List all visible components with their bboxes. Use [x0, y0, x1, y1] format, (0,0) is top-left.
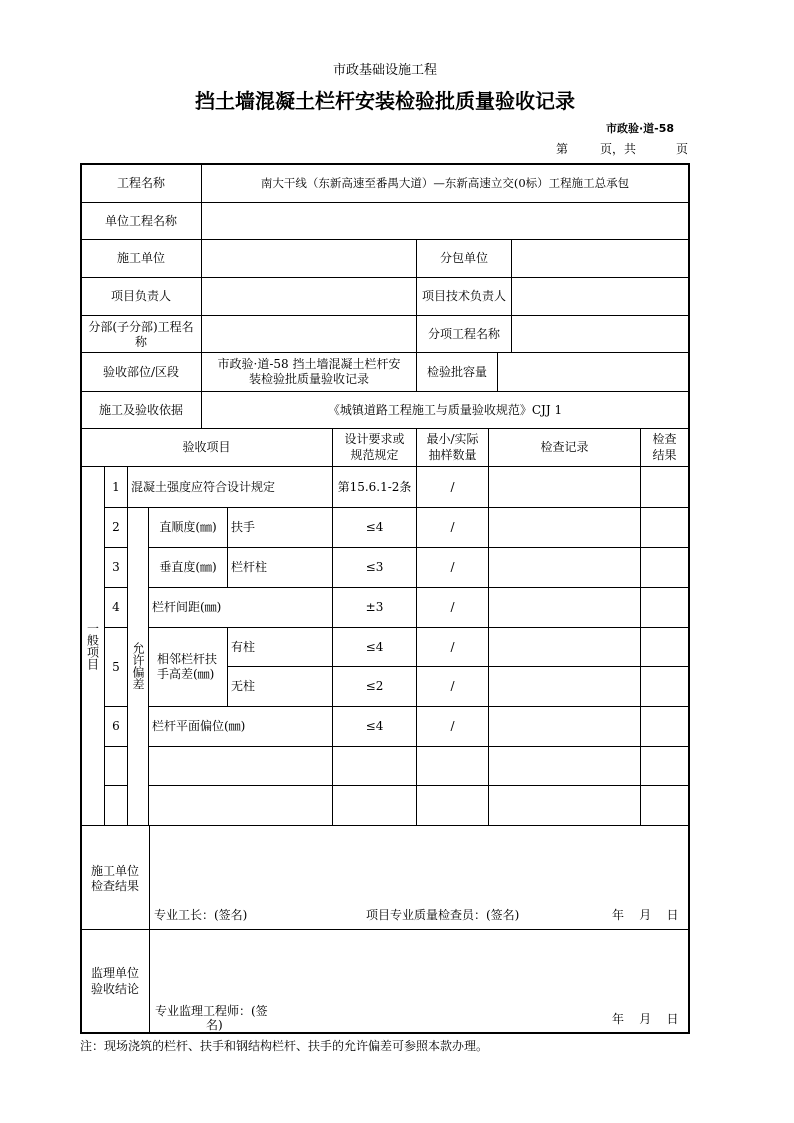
construction-check-label-line1: 施工单位	[90, 864, 139, 878]
construction-unit-label: 施工单位	[116, 251, 165, 265]
header-requirement-line2: 规范规定	[350, 448, 399, 462]
row-3-name: 垂直度(㎜)	[159, 560, 217, 574]
supervision-engineer-line2: 名)	[206, 1018, 223, 1032]
construction-check-date: 年 月 日	[612, 908, 679, 922]
project-name-value: 南大干线（东新高速至番禺大道）—东新高速立交(0标）工程施工总承包	[260, 176, 630, 190]
unit-project-label: 单位工程名称	[104, 213, 177, 228]
row-5-no: 5	[112, 659, 120, 674]
supervision-label-line2: 验收结论	[90, 982, 139, 996]
header-item: 验收项目	[182, 440, 231, 454]
general-items-label: 一般项目	[85, 621, 100, 670]
page-title: 挡土墙混凝土栏杆安装检验批质量验收记录	[195, 89, 575, 113]
project-name-label: 工程名称	[116, 176, 165, 190]
row-4-requirement: ±3	[365, 600, 384, 614]
row-3-sample: /	[450, 560, 455, 574]
quality-inspector-signature: 项目专业质量检查员：(签名)	[366, 908, 520, 922]
acceptance-part-value-line2: 装检验批质量验收记录	[248, 372, 369, 386]
page-label-ye: 页	[676, 142, 689, 156]
header-sample-line1: 最小/实际	[426, 432, 479, 446]
grid-line	[80, 315, 689, 316]
acceptance-part-label: 验收部位/区段	[102, 364, 180, 379]
grid-line	[104, 785, 127, 786]
subcontractor-label: 分包单位	[439, 251, 488, 265]
batch-capacity-label: 检验批容量	[426, 364, 487, 379]
table-border-bottom	[80, 1032, 689, 1034]
row-2-name: 直顺度(㎜)	[159, 520, 217, 534]
row-3-sub: 栏杆柱	[231, 560, 268, 574]
row-6-sample: /	[450, 719, 455, 733]
row-1-name: 混凝土强度应符合设计规定	[131, 479, 276, 494]
grid-line	[80, 825, 689, 826]
row-5-sample-b: /	[450, 679, 455, 693]
row-5-requirement-a: ≤4	[365, 639, 384, 654]
grid-line	[511, 239, 512, 353]
grid-line	[148, 746, 689, 747]
row-5-sub-a: 有柱	[231, 639, 256, 654]
row-5-sub-b: 无柱	[231, 679, 256, 693]
header-result-line2: 结果	[652, 448, 677, 462]
grid-line	[148, 785, 689, 786]
grid-line	[149, 825, 150, 1033]
grid-line	[80, 929, 689, 930]
row-6-no: 6	[112, 719, 120, 733]
header-requirement-line1: 设计要求或	[344, 432, 405, 446]
grid-line	[104, 746, 127, 747]
tech-manager-label: 项目技术负责人	[421, 289, 506, 303]
grid-line	[497, 352, 498, 391]
supervision-engineer-line1: 专业监理工程师：(签	[155, 1004, 268, 1018]
row-6-name: 栏杆平面偏位(㎜)	[152, 719, 246, 733]
page-label-ye-gong: 页，共	[600, 142, 637, 156]
supervision-label-line1: 监理单位	[90, 966, 139, 980]
header-record: 检查记录	[540, 440, 589, 454]
grid-line	[201, 163, 202, 428]
row-4-name: 栏杆间距(㎜)	[152, 600, 222, 614]
project-manager-label: 项目负责人	[110, 289, 171, 303]
row-2-sub: 扶手	[231, 520, 256, 534]
row-5-requirement-b: ≤2	[365, 679, 384, 693]
header-sample-line2: 抽样数量	[428, 448, 477, 462]
category-title: 市政基础设施工程	[332, 63, 437, 78]
row-5-name-line2: 手高差(㎜)	[157, 667, 215, 681]
footnote: 注：现场浇筑的栏杆、扶手和钢结构栏杆、扶手的允许偏差可参照本款办理。	[80, 1039, 489, 1053]
foreman-signature: 专业工长：(签名)	[154, 908, 248, 922]
row-3-no: 3	[112, 560, 120, 574]
grid-line	[640, 428, 641, 825]
row-6-requirement: ≤4	[365, 719, 384, 733]
row-2-sample: /	[450, 520, 455, 534]
row-2-requirement: ≤4	[365, 520, 384, 534]
row-1-sample: /	[450, 479, 455, 494]
row-5-name-line1: 相邻栏杆扶	[157, 652, 218, 666]
table-border-right	[688, 163, 690, 1034]
row-1-no: 1	[112, 479, 120, 494]
row-4-sample: /	[450, 600, 455, 614]
construction-check-label-line2: 检查结果	[90, 879, 139, 893]
row-3-requirement: ≤3	[365, 560, 384, 574]
form-code: 市政验·道-58	[606, 122, 675, 135]
sub-part-label-line1: 分部(子分部)工程名	[88, 320, 194, 334]
allowable-deviation-label: 允许偏差	[131, 642, 145, 690]
row-4-no: 4	[112, 600, 120, 614]
acceptance-part-value-line1: 市政验·道-58 挡土墙混凝土栏杆安	[217, 357, 401, 371]
row-2-no: 2	[112, 520, 120, 534]
header-result-line1: 检查	[652, 432, 677, 446]
row-1-requirement: 第15.6.1-2条	[337, 479, 412, 494]
supervision-date: 年 月 日	[612, 1012, 679, 1026]
sub-part-label-line2: 称	[134, 335, 147, 349]
sub-item-label: 分项工程名称	[427, 326, 500, 341]
grid-line	[488, 428, 489, 825]
basis-value: 《城镇道路工程施工与质量验收规范》CJJ 1	[327, 402, 563, 417]
row-5-sample-a: /	[450, 639, 455, 654]
basis-label: 施工及验收依据	[98, 402, 183, 417]
page-label-di: 第	[556, 142, 569, 156]
